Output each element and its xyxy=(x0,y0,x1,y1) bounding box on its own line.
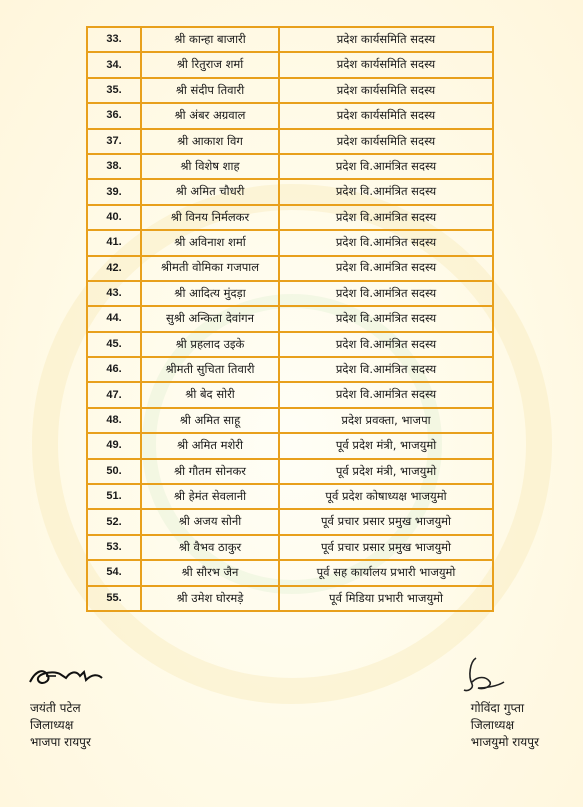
table-row xyxy=(87,230,493,255)
table-row xyxy=(87,484,493,509)
member-name: श्री अमित साहू xyxy=(141,408,279,433)
member-name: श्री कान्हा बाजारी xyxy=(141,27,279,52)
left-signatory xyxy=(30,700,91,751)
table-row xyxy=(87,103,493,128)
row-number: 39. xyxy=(87,179,141,204)
row-number: 34. xyxy=(87,52,141,77)
member-name: श्री अविनाश शर्मा xyxy=(141,230,279,255)
member-post: प्रदेश कार्यसमिति सदस्य xyxy=(279,103,493,128)
member-post: प्रदेश वि.आमंत्रित सदस्य xyxy=(279,179,493,204)
member-post: पूर्व प्रचार प्रसार प्रमुख भाजयुमो xyxy=(279,535,493,560)
table-row xyxy=(87,154,493,179)
table-row xyxy=(87,306,493,331)
row-number: 54. xyxy=(87,560,141,585)
row-number: 33. xyxy=(87,27,141,52)
table-row xyxy=(87,357,493,382)
member-name: श्री आदित्य मुंदड़ा xyxy=(141,281,279,306)
table-row xyxy=(87,179,493,204)
right-signatory-name: गोविंदा गुप्ता xyxy=(470,701,525,715)
member-post: पूर्व प्रदेश कोषाध्यक्ष भाजयुमो xyxy=(279,484,493,509)
row-number: 49. xyxy=(87,433,141,458)
member-name: श्रीमती सुचिता तिवारी xyxy=(141,357,279,382)
member-name: श्री अमित मशेरी xyxy=(141,433,279,458)
member-post: पूर्व प्रचार प्रसार प्रमुख भाजयुमो xyxy=(279,509,493,534)
member-post: पूर्व प्रदेश मंत्री, भाजयुमो xyxy=(279,433,493,458)
member-name: श्री संदीप तिवारी xyxy=(141,78,279,103)
table-row xyxy=(87,560,493,585)
row-number: 38. xyxy=(87,154,141,179)
member-name: श्री सौरभ जैन xyxy=(141,560,279,585)
member-name: श्री अंबर अग्रवाल xyxy=(141,103,279,128)
member-name: श्री विशेष शाह xyxy=(141,154,279,179)
member-name: श्री उमेश घोरमड़े xyxy=(141,586,279,611)
table-row xyxy=(87,205,493,230)
table-row xyxy=(87,509,493,534)
member-post: प्रदेश वि.आमंत्रित सदस्य xyxy=(279,306,493,331)
member-post: प्रदेश वि.आमंत्रित सदस्य xyxy=(279,256,493,281)
member-post: पूर्व सह कार्यालय प्रभारी भाजयुमो xyxy=(279,560,493,585)
member-name: श्री अजय सोनी xyxy=(141,509,279,534)
member-name: श्री बेद सोरी xyxy=(141,382,279,407)
member-post: प्रदेश कार्यसमिति सदस्य xyxy=(279,52,493,77)
table-row xyxy=(87,256,493,281)
member-post: प्रदेश वि.आमंत्रित सदस्य xyxy=(279,281,493,306)
member-post: प्रदेश वि.आमंत्रित सदस्य xyxy=(279,205,493,230)
table-row xyxy=(87,129,493,154)
row-number: 35. xyxy=(87,78,141,103)
table-row xyxy=(87,52,493,77)
left-signatory-org: भाजपा रायपुर xyxy=(30,735,91,749)
member-name: सुश्री अन्किता देवांगन xyxy=(141,306,279,331)
row-number: 37. xyxy=(87,129,141,154)
table-row xyxy=(87,382,493,407)
member-post: प्रदेश वि.आमंत्रित सदस्य xyxy=(279,230,493,255)
member-name: श्री गौतम सोनकर xyxy=(141,459,279,484)
row-number: 47. xyxy=(87,382,141,407)
member-name: श्री हेमंत सेवलानी xyxy=(141,484,279,509)
left-signatory-name: जयंती पटेल xyxy=(30,701,81,715)
table-row xyxy=(87,408,493,433)
row-number: 52. xyxy=(87,509,141,534)
member-name: श्री अमित चौधरी xyxy=(141,179,279,204)
member-post: प्रदेश वि.आमंत्रित सदस्य xyxy=(279,357,493,382)
member-name: श्री प्रहलाद उइके xyxy=(141,332,279,357)
member-post: प्रदेश वि.आमंत्रित सदस्य xyxy=(279,332,493,357)
member-post: प्रदेश कार्यसमिति सदस्य xyxy=(279,78,493,103)
member-post: प्रदेश कार्यसमिति सदस्य xyxy=(279,27,493,52)
table-row xyxy=(87,27,493,52)
row-number: 48. xyxy=(87,408,141,433)
row-number: 42. xyxy=(87,256,141,281)
left-signature-mark xyxy=(26,660,106,694)
member-post: पूर्व मिडिया प्रभारी भाजयुमो xyxy=(279,586,493,611)
table-row xyxy=(87,281,493,306)
right-signature-mark xyxy=(458,652,508,698)
table-row xyxy=(87,433,493,458)
member-name: श्री विनय निर्मलकर xyxy=(141,205,279,230)
row-number: 51. xyxy=(87,484,141,509)
left-signatory-title: जिलाध्यक्ष xyxy=(30,718,74,732)
right-signatory-title: जिलाध्यक्ष xyxy=(470,718,515,732)
row-number: 41. xyxy=(87,230,141,255)
row-number: 40. xyxy=(87,205,141,230)
table-row xyxy=(87,586,493,611)
member-name: श्री वैभव ठाकुर xyxy=(141,535,279,560)
row-number: 53. xyxy=(87,535,141,560)
row-number: 55. xyxy=(87,586,141,611)
row-number: 44. xyxy=(87,306,141,331)
member-name: श्री आकाश विग xyxy=(141,129,279,154)
member-post: प्रदेश प्रवक्ता, भाजपा xyxy=(279,408,493,433)
row-number: 46. xyxy=(87,357,141,382)
member-name: श्रीमती वोमिका गजपाल xyxy=(141,256,279,281)
member-post: पूर्व प्रदेश मंत्री, भाजयुमो xyxy=(279,459,493,484)
right-signatory xyxy=(471,700,539,751)
table-row xyxy=(87,459,493,484)
row-number: 50. xyxy=(87,459,141,484)
row-number: 36. xyxy=(87,103,141,128)
member-name: श्री रितुराज शर्मा xyxy=(141,52,279,77)
row-number: 45. xyxy=(87,332,141,357)
table-row xyxy=(87,535,493,560)
member-post: प्रदेश वि.आमंत्रित सदस्य xyxy=(279,154,493,179)
members-table xyxy=(86,26,494,612)
table-row xyxy=(87,332,493,357)
right-signatory-org: भाजयुमो रायपुर xyxy=(470,735,539,749)
table-row xyxy=(87,78,493,103)
member-post: प्रदेश कार्यसमिति सदस्य xyxy=(279,129,493,154)
row-number: 43. xyxy=(87,281,141,306)
member-post: प्रदेश वि.आमंत्रित सदस्य xyxy=(279,382,493,407)
